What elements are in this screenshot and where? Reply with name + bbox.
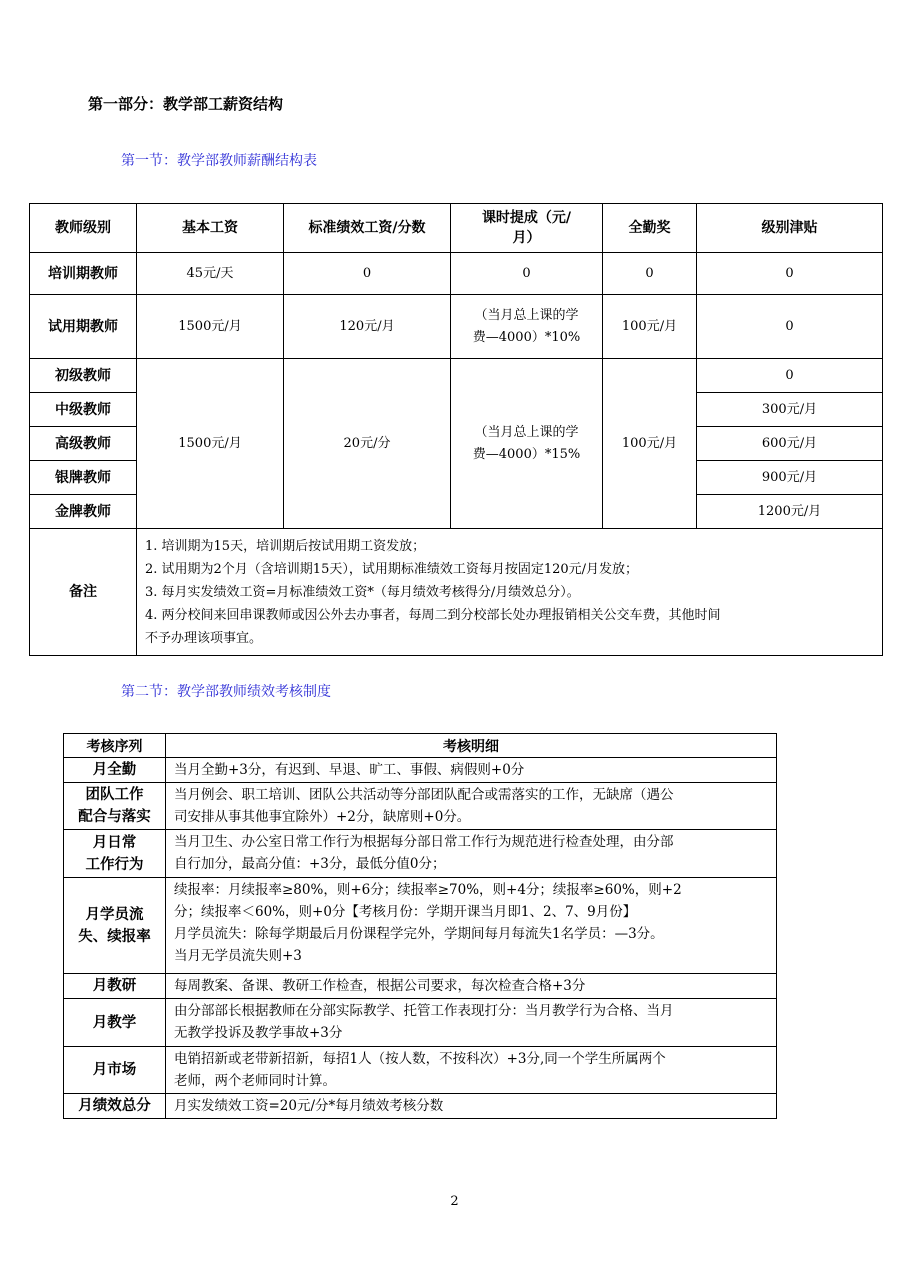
- commission-line1: （当月总上课的学: [474, 424, 579, 440]
- table-row: [64, 1094, 777, 1119]
- category-line: 月日常: [92, 834, 137, 851]
- detail-cell: [166, 1094, 777, 1119]
- header-commission-line2: 月）: [512, 230, 541, 246]
- detail-line: 老师，两个老师同时计算。: [174, 1073, 336, 1089]
- category-line: 月绩效总分: [78, 1098, 151, 1114]
- detail-cell: [166, 878, 777, 974]
- level-cell: 金牌教师: [30, 495, 137, 529]
- commission-cell: 0: [451, 253, 603, 295]
- header-cell: 基本工资: [137, 204, 284, 253]
- commission-cell: [451, 295, 603, 359]
- category-cell: [64, 830, 166, 878]
- detail-line: 司安排从事其他事宜除外）+2分，缺席则+0分。: [174, 809, 471, 825]
- detail-line: 当月无学员流失则+3: [174, 948, 302, 964]
- category-line: 月教学: [92, 1014, 137, 1031]
- level-cell: 高级教师: [30, 427, 137, 461]
- attendance-cell: 100元/月: [603, 359, 697, 529]
- allowance-cell: 0: [697, 253, 883, 295]
- allowance-cell: 0: [697, 359, 883, 393]
- detail-line: 每周教案、备课、教研工作检查，根据公司要求，每次检查合格+3分: [174, 978, 586, 994]
- section1-title: 第一节：教学部教师薪酬结构表: [121, 153, 317, 169]
- category-line: 月市场: [92, 1062, 137, 1078]
- commission-cell: [451, 359, 603, 529]
- performance-cell: 0: [284, 253, 451, 295]
- detail-cell: [166, 1047, 777, 1094]
- table-row: [30, 295, 883, 359]
- table-row: [30, 253, 883, 295]
- category-line: 月全勤: [92, 762, 137, 778]
- header-cell: [451, 204, 603, 253]
- remark-line: 2. 试用期为2个月（含培训期15天），试用期标准绩效工资每月按固定120元/月发放；: [145, 561, 639, 577]
- allowance-cell: 600元/月: [697, 427, 883, 461]
- performance-assessment-table: [63, 733, 777, 1119]
- detail-line: 无教学投诉及教学事故+3分: [174, 1025, 343, 1041]
- header-cell: 教师级别: [30, 204, 137, 253]
- level-cell: 银牌教师: [30, 461, 137, 495]
- level-cell: 培训期教师: [30, 253, 137, 295]
- category-line: 月学员流: [85, 906, 144, 923]
- category-cell: [64, 999, 166, 1047]
- performance-cell: 120元/月: [284, 295, 451, 359]
- table-row: [64, 830, 777, 878]
- detail-cell: [166, 758, 777, 783]
- category-line: 月教研: [92, 978, 137, 994]
- table-row: [64, 999, 777, 1047]
- remark-line: 不予办理该项事宜。: [145, 630, 263, 646]
- allowance-cell: 1200元/月: [697, 495, 883, 529]
- detail-line: 续报率：月续报率≥80%，则+6分；续报率≥70%，则+4分；续报率≥60%，则+2: [174, 882, 682, 898]
- remarks-row: [30, 529, 883, 656]
- category-cell: [64, 783, 166, 830]
- header-cell: 考核序列: [64, 734, 166, 758]
- table-row: [30, 359, 883, 393]
- attendance-cell: 100元/月: [603, 295, 697, 359]
- detail-line: 自行加分，最高分值：+3分，最低分值0分；: [174, 856, 446, 872]
- allowance-cell: 300元/月: [697, 393, 883, 427]
- remark-line: 3. 每月实发绩效工资=月标准绩效工资*（每月绩效考核得分/月绩效总分）。: [145, 584, 580, 600]
- salary-structure-table: [29, 203, 883, 656]
- detail-line: 当月例会、职工培训、团队公共活动等分部团队配合或需落实的工作，无缺席（遇公: [174, 787, 674, 803]
- category-line: 工作行为: [85, 856, 144, 873]
- level-cell: 初级教师: [30, 359, 137, 393]
- detail-line: 电销招新或老带新招新，每招1人（按人数，不按科次）+3分,同一个学生所属两个: [174, 1051, 666, 1067]
- header-cell: 考核明细: [166, 734, 777, 758]
- allowance-cell: 0: [697, 295, 883, 359]
- table-row: [64, 1047, 777, 1094]
- detail-cell: [166, 974, 777, 999]
- detail-line: 分；续报率＜60%，则+0分【考核月份：学期开课当月即1、2、7、9月份】: [174, 904, 637, 920]
- category-line: 配合与落实: [78, 809, 151, 825]
- base-salary-cell: 1500元/月: [137, 359, 284, 529]
- category-line: 失、续报率: [78, 928, 151, 945]
- allowance-cell: 900元/月: [697, 461, 883, 495]
- level-cell: 试用期教师: [30, 295, 137, 359]
- table-row: [64, 758, 777, 783]
- attendance-cell: 0: [603, 253, 697, 295]
- detail-cell: [166, 999, 777, 1047]
- detail-line: 由分部部长根据教师在分部实际教学、托管工作表现打分：当月教学行为合格、当月: [174, 1003, 674, 1019]
- detail-line: 月学员流失：除每学期最后月份课程学完外，学期间每月每流失1名学员：—3分。: [174, 926, 664, 942]
- category-cell: [64, 974, 166, 999]
- category-line: 团队工作: [85, 787, 144, 803]
- remarks-label: 备注: [30, 529, 137, 656]
- detail-line: 当月卫生、办公室日常工作行为根据每分部日常工作行为规范进行检查处理，由分部: [174, 834, 674, 850]
- perf-table-body: [64, 758, 777, 1119]
- category-cell: [64, 1047, 166, 1094]
- commission-line1: （当月总上课的学: [474, 307, 579, 323]
- remark-line: 1. 培训期为15天，培训期后按试用期工资发放；: [145, 538, 426, 554]
- level-cell: 中级教师: [30, 393, 137, 427]
- header-cell: 全勤奖: [603, 204, 697, 253]
- commission-line2: 费—4000）*15%: [472, 446, 581, 462]
- commission-line2: 费—4000）*10%: [472, 329, 581, 345]
- performance-cell: 20元/分: [284, 359, 451, 529]
- header-cell: 级别津贴: [697, 204, 883, 253]
- base-salary-cell: 1500元/月: [137, 295, 284, 359]
- detail-cell: [166, 783, 777, 830]
- category-cell: [64, 758, 166, 783]
- section2-title: 第二节：教学部教师绩效考核制度: [121, 684, 331, 700]
- base-salary-cell: 45元/天: [137, 253, 284, 295]
- remark-line: 4. 两分校间来回串课教师或因公外去办事者，每周二到分校部长处办理报销相关公交车费，其他时间: [145, 607, 721, 623]
- category-cell: [64, 878, 166, 974]
- part-title: 第一部分：教学部工薪资结构: [88, 95, 284, 113]
- table-row: [64, 783, 777, 830]
- detail-line: 当月全勤+3分，有迟到、早退、旷工、事假、病假则+0分: [174, 762, 525, 778]
- remarks-content: [137, 529, 883, 656]
- category-cell: [64, 1094, 166, 1119]
- detail-cell: [166, 830, 777, 878]
- page-number: 2: [450, 1194, 459, 1209]
- header-cell: 标准绩效工资/分数: [284, 204, 451, 253]
- table-header-row: [64, 734, 777, 758]
- detail-line: 月实发绩效工资=20元/分*每月绩效考核分数: [174, 1098, 444, 1114]
- header-commission-line1: 课时提成（元/: [481, 210, 572, 226]
- table-row: [64, 974, 777, 999]
- table-header-row: [30, 204, 883, 253]
- table-row: [64, 878, 777, 974]
